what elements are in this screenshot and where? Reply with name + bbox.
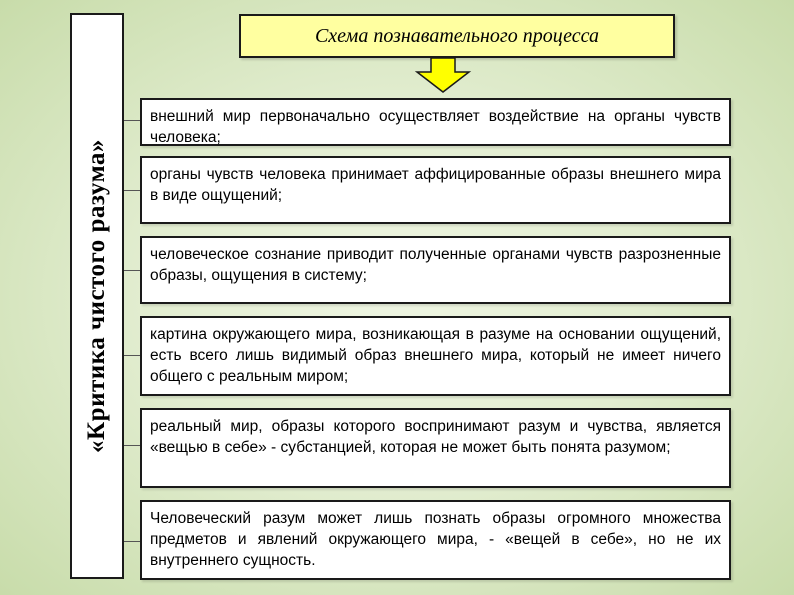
step-box-4: картина окружающего мира, возникающая в разуме на основании ощущений, есть всего лишь видимый образ внешнего мира, который не имеет ничего общего с реальным миром; [140, 316, 731, 396]
down-arrow-icon [413, 58, 473, 94]
title-box [239, 14, 675, 58]
vertical-label: «Критика чистого разума» [83, 139, 111, 453]
step-box-5: реальный мир, образы которого воспринимают разум и чувства, является «вещью в себе» - субстанцией, которая не может быть понята разумом; [140, 408, 731, 488]
step-box-6: Человеческий разум может лишь познать образы огромного множества предметов и явлений окружающего мира, - «вещей в себе», но не их внутреннего сущность. [140, 500, 731, 580]
vertical-label-box [70, 13, 124, 579]
step-box-3: человеческое сознание приводит полученные органами чувств разрозненные образы, ощущения в систему; [140, 236, 731, 304]
step-box-1: внешний мир первоначально осуществляет воздействие на органы чувств человека; [140, 98, 731, 146]
diagram-title: Схема познавательного процесса [314, 24, 600, 47]
step-box-2: органы чувств человека принимает аффицированные образы внешнего мира в виде ощущений; [140, 156, 731, 224]
